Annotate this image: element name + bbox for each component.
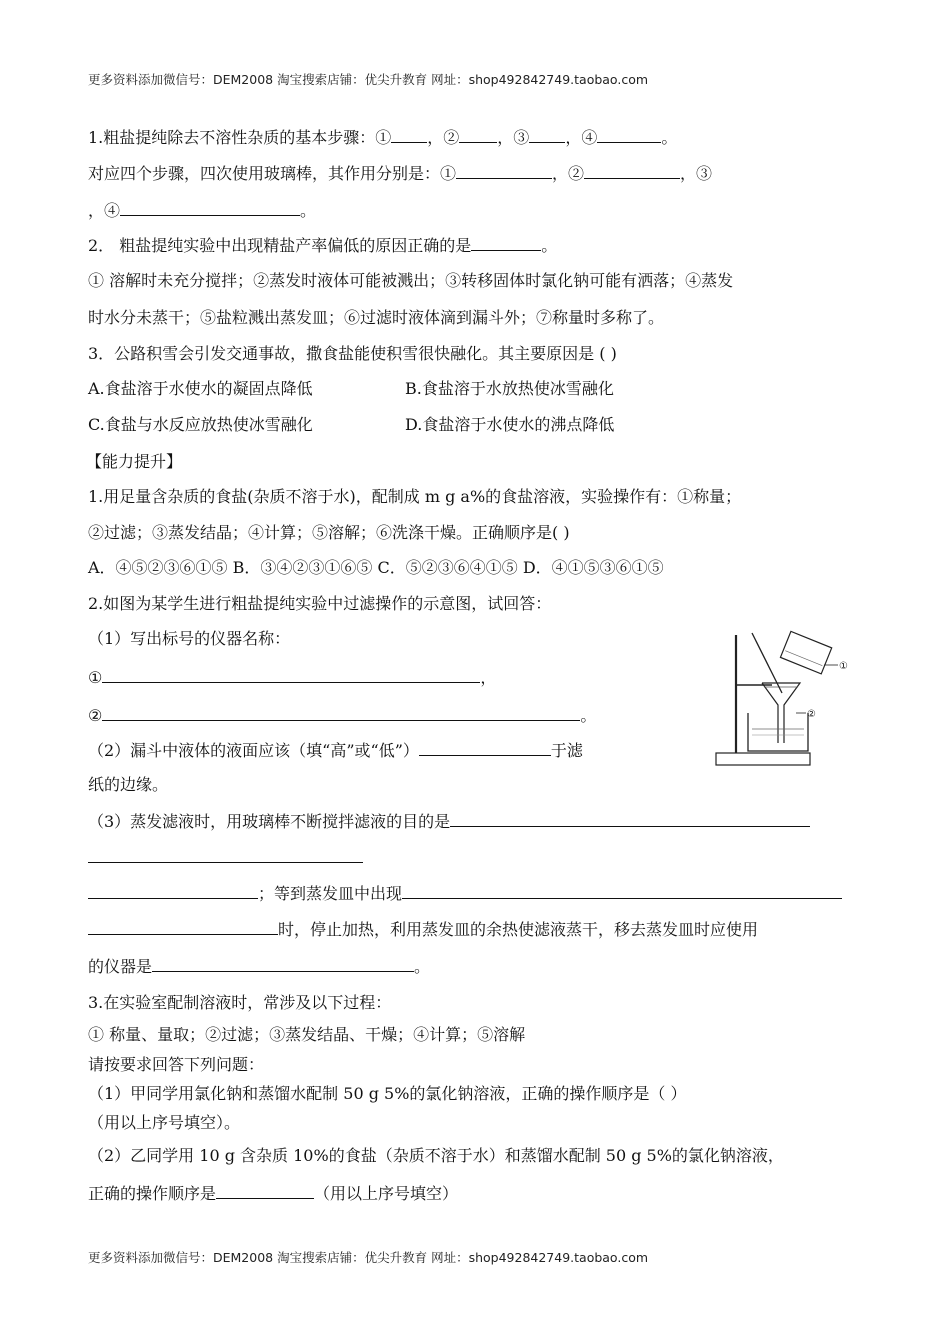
p2-sub3-line3 [88, 882, 842, 905]
p3-sub1-line2: （用以上序号填空）。 [88, 1113, 241, 1132]
blank [152, 955, 414, 972]
figure-label-1: ① [839, 661, 848, 672]
section-title: 【能力提升】 [86, 452, 183, 471]
p2-stem: 2.如图为某学生进行粗盐提纯实验中过滤操作的示意图，试回答： [88, 594, 552, 613]
q1-line2-text: 对应四个步骤，四次使用玻璃棒，其作用分别是：① [88, 164, 457, 183]
q1-line2-c: ，③ [680, 164, 713, 183]
blank [391, 126, 427, 143]
figure-label-2: ② [807, 709, 816, 720]
q2-line1 [88, 234, 557, 257]
p3-sub1-line1: （1）甲同学用氯化钠和蒸馏水配制 50 g 5%的氯化钠溶液，正确的操作顺序是（ ） [88, 1084, 687, 1103]
filtration-apparatus-figure [712, 625, 862, 770]
p2-sub3-line5 [88, 955, 430, 978]
p1-options: A．④⑤②③⑥①⑤ B．③④②③①⑥⑤ C．⑤②③⑥④①⑤ D．④①⑤③⑥①⑤ [88, 558, 664, 577]
p2-sub2-text: （2）漏斗中液体的液面应该（填“高”或“低”） [88, 741, 419, 760]
q1-line3 [88, 199, 316, 222]
q1-line3-b: 。 [300, 201, 317, 220]
stand-base [716, 753, 810, 765]
q1-text-c: ，③ [497, 128, 530, 147]
p3-sub2-line2 [88, 1182, 458, 1205]
q1-text-b: ，② [427, 128, 460, 147]
pouring-beaker [780, 631, 831, 673]
p2-sub3-text: （3）蒸发滤液时，用玻璃棒不断搅拌滤液的目的是 [88, 812, 451, 831]
p3-steps: ① 称量、量取；②过滤；③蒸发结晶、干燥；④计算；⑤溶解 [88, 1025, 526, 1044]
p3-sub2-tail: （用以上序号填空） [314, 1184, 459, 1203]
p1-line2: ②过滤；③蒸发结晶；④计算；⑤溶解；⑥洗涤干燥。正确顺序是( ) [88, 523, 570, 542]
blank [459, 126, 497, 143]
q1-text-e: 。 [661, 128, 678, 147]
p3-sub2-line1: （2）乙同学用 10 g 含杂质 10%的食盐（杂质不溶于水）和蒸馏水配制 50 g 5%的氯化钠溶液， [88, 1146, 784, 1165]
blank [120, 199, 300, 216]
blank [456, 162, 552, 179]
comma: ， [480, 668, 497, 687]
p2-sub2-line2: 纸的边缘。 [88, 775, 169, 794]
q2-text-a: 2． 粗盐提纯实验中出现精盐产率偏低的原因正确的是 [88, 236, 472, 255]
p2-blank2-line [88, 704, 596, 727]
blank [471, 234, 541, 251]
q1-line2 [88, 162, 712, 185]
p2-sub3-line1 [88, 810, 810, 833]
p2-sub3-text-d: 的仪器是 [88, 957, 153, 976]
blank [402, 882, 842, 899]
blank [597, 126, 661, 143]
q1-text-d: ，④ [565, 128, 598, 147]
p2-sub3-line2 [88, 846, 363, 869]
period: 。 [414, 957, 431, 976]
blank [102, 666, 480, 683]
blank [88, 882, 258, 899]
q1-line3-a: ，④ [88, 201, 121, 220]
blank [419, 739, 551, 756]
q3-option-b: B.食盐溶于水放热使冰雪融化 [405, 379, 614, 398]
circle-2: ② [88, 706, 103, 725]
page-footer: 更多资料添加微信号：DEM2008 淘宝搜索店铺：优尖升教育 网址：shop492842749.taobao.com [88, 1250, 649, 1265]
q2-line2: ① 溶解时未充分搅拌；②蒸发时液体可能被溅出；③转移固体时氯化钠可能有洒落；④蒸发 [88, 271, 734, 290]
p2-sub3-line4 [88, 918, 758, 941]
q3-stem: 3．公路积雪会引发交通事故，撒食盐能使积雪很快融化。其主要原因是 ( ) [88, 344, 617, 363]
p1-line1: 1.用足量含杂质的食盐(杂质不溶于水)，配制成 m g a%的食盐溶液，实验操作有：①称量； [88, 487, 742, 506]
page-header: 更多资料添加微信号：DEM2008 淘宝搜索店铺：优尖升教育 网址：shop492842749.taobao.com [88, 72, 649, 87]
blank [88, 918, 278, 935]
p3-sub2-text: 正确的操作顺序是 [88, 1184, 217, 1203]
p2-sub2-tail: 于滤 [550, 741, 583, 760]
blank [102, 704, 580, 721]
p2-sub2-line1 [88, 739, 583, 762]
q1-text-a: 1.粗盐提纯除去不溶性杂质的基本步骤：① [88, 128, 392, 147]
p3-stem: 3.在实验室配制溶液时，常涉及以下过程： [88, 993, 392, 1012]
circle-1: ① [88, 668, 103, 687]
blank [450, 810, 810, 827]
p3-ask: 请按要求回答下列问题： [88, 1055, 265, 1074]
q3-option-a: A.食盐溶于水使水的凝固点降低 [88, 379, 313, 398]
p2-sub3-text-b: ；等到蒸发皿中出现 [258, 884, 403, 903]
blank [216, 1182, 314, 1199]
blank [584, 162, 680, 179]
blank [529, 126, 565, 143]
q3-option-d: D.食盐溶于水使水的沸点降低 [405, 415, 615, 434]
blank [88, 846, 363, 863]
q2-line3: 时水分未蒸干；⑤盐粒溅出蒸发皿；⑥过滤时液体滴到漏斗外；⑦称量时多称了。 [88, 308, 665, 327]
q1-line2-b: ，② [552, 164, 585, 183]
p2-sub1: （1）写出标号的仪器名称： [88, 629, 291, 648]
period: 。 [580, 706, 597, 725]
q3-option-c: C.食盐与水反应放热使冰雪融化 [88, 415, 313, 434]
glass-rod [752, 633, 782, 693]
q1-line1 [88, 126, 677, 149]
p2-blank1-line [88, 666, 496, 689]
p2-sub3-text-c: 时，停止加热，利用蒸发皿的余热使滤液蒸干，移去蒸发皿时应使用 [278, 920, 759, 939]
q2-text-b: 。 [541, 236, 558, 255]
